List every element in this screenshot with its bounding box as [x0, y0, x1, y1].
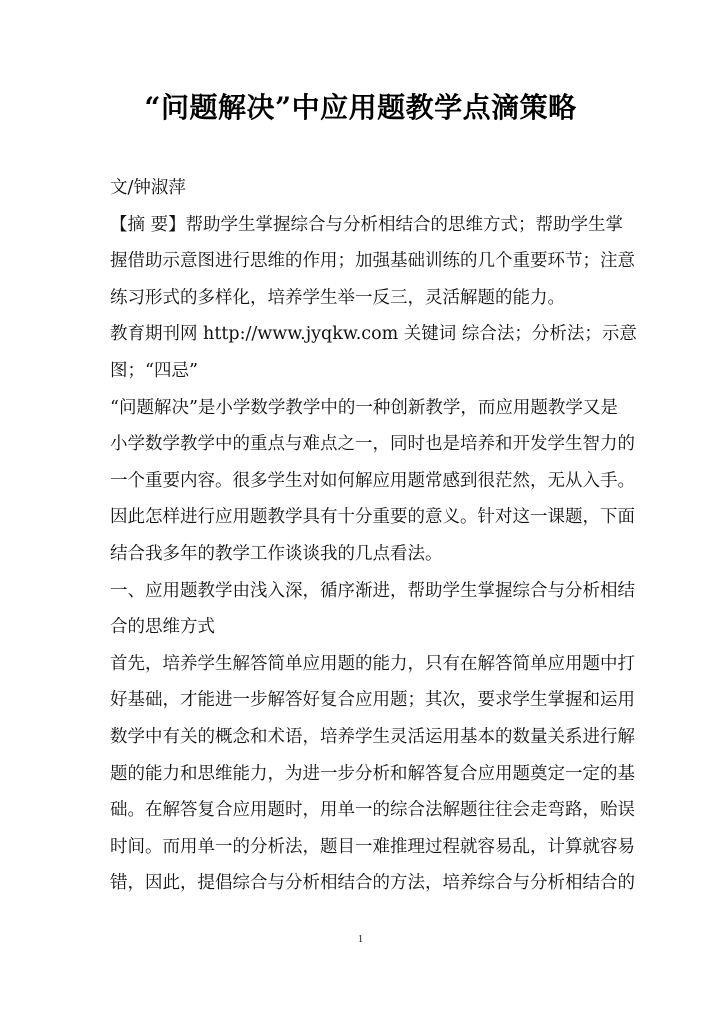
paragraph-line: 数学中有关的概念和术语，培养学生灵活运用基本的数量关系进行解	[110, 726, 635, 747]
paragraph-line: 错，因此，提倡综合与分析相结合的方法，培养综合与分析相结合的	[110, 873, 635, 894]
abstract-line: 握借助示意图进行思维的作用；加强基础训练的几个重要环节；注意	[110, 251, 635, 272]
paragraph-line: 小学数学教学中的重点与难点之一，同时也是培养和开发学生智力的	[110, 434, 635, 455]
document-title: “问题解决”中应用题教学点滴策略	[144, 91, 577, 124]
abstract-line: 练习形式的多样化，培养学生举一反三，灵活解题的能力。	[110, 287, 565, 308]
author-line: 文/钟淑萍	[110, 178, 186, 198]
abstract-line: 【摘 要】帮助学生掌握综合与分析相结合的思维方式；帮助学生掌	[110, 214, 624, 235]
section-heading-line: 一、应用题教学由浅入深，循序渐进，帮助学生掌握综合与分析相结	[110, 580, 635, 601]
paragraph-line: 础。在解答复合应用题时，用单一的综合法解题往往会走弯路，贻误	[110, 800, 635, 821]
paragraph-line: 因此怎样进行应用题教学具有十分重要的意义。针对这一课题，下面	[110, 507, 635, 528]
paragraph-line: “问题解决”是小学数学教学中的一种创新教学，而应用题教学又是	[110, 397, 618, 418]
paragraph-line: 首先，培养学生解答简单应用题的能力，只有在解答简单应用题中打	[110, 653, 635, 674]
keywords-line: 图；“四忌”	[110, 360, 198, 381]
paragraph-line: 好基础，才能进一步解答好复合应用题；其次，要求学生掌握和运用	[110, 690, 635, 711]
page-number: 1	[357, 933, 364, 945]
paragraph-line: 题的能力和思维能力，为进一步分析和解答复合应用题奠定一定的基	[110, 763, 635, 784]
paragraph-line: 结合我多年的教学工作谈谈我的几点看法。	[110, 543, 443, 564]
paragraph-line: 一个重要内容。很多学生对如何解应用题常感到很茫然，无从入手。	[110, 470, 635, 491]
document-body	[110, 170, 637, 902]
section-heading-line: 合的思维方式	[110, 617, 215, 638]
keywords-line: 教育期刊网 http://www.jyqkw.com 关键词 综合法；分析法；示意	[110, 324, 637, 345]
paragraph-line: 时间。而用单一的分析法，题目一难推理过程就容易乱，计算就容易	[110, 836, 635, 857]
